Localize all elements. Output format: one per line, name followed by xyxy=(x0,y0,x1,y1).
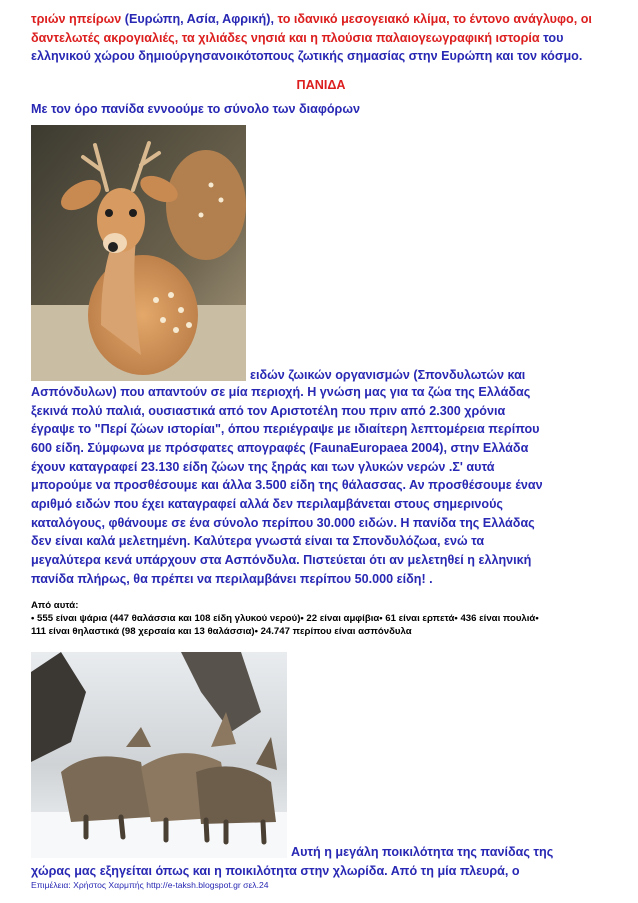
body-line: αριθμό ειδών που έχει καταγραφεί αλλά δεν περιλαμβάνεται στους σημερινούς xyxy=(31,497,503,512)
intro-line: Με τον όρο πανίδα εννοούμε το σύνολο των διαφόρων xyxy=(31,102,360,117)
stats-block xyxy=(31,599,611,638)
wolf-block xyxy=(31,652,611,858)
body-line: μεγαλύτερα κενά υπάρχουν στα Ασπόνδυλα. Πιστεύεται ότι αν μελετηθεί η ελληνική xyxy=(31,553,532,568)
body-line: Ασπόνδυλων) που απαντούν σε μία περιοχή. Η γνώση μας για τα ζώα της Ελλάδας xyxy=(31,384,531,399)
body-line: έγραψε το "Περί ζώων ιστορίαι", όπου περιέγραψε με ιδιαίτερη λεπτομέρεια περίπου xyxy=(31,422,540,437)
after-wolf-line: Αυτή η μεγάλη ποικιλότητα της πανίδας της xyxy=(291,844,554,859)
stats-line: • 555 είναι ψάρια (447 θαλάσσια και 108 είδη γλυκού νερού)• 22 είναι αμφίβια• 61 είναι ερπετά• 436 είναι πουλιά• xyxy=(31,612,539,624)
body-line: έχουν καταγραφεί 23.130 είδη ζώων της ξηράς και των γλυκών νερών .Σ' αυτά xyxy=(31,459,495,474)
last-line: χώρας μας εξηγείται όπως και η ποικιλότητα στην χλωρίδα. Από τη μία πλευρά, ο xyxy=(31,863,520,878)
section-heading: ΠΑΝΙΔΑ xyxy=(296,78,346,93)
body-line: καταλόγους, φθάνουμε σε ένα σύνολο περίπου 30.000 ειδών. Η πανίδα της Ελλάδας xyxy=(31,515,535,530)
top-text-blue-2: του ελληνικού χώρου δημιούργησανοικότοπους ζωτικής σημασίας στην Ευρώπη και τον κόσμο. xyxy=(31,30,583,64)
deer-photo xyxy=(31,125,246,381)
wolves-photo xyxy=(31,652,287,858)
stats-line: 111 είναι θηλαστικά (98 χερσαία και 13 θαλάσσια)• 24.747 περίπου είναι ασπόνδυλα xyxy=(31,625,412,637)
top-text-red-2: το ιδανικό μεσογειακό κλίμα, το έντονο ανάγλυφο, οι δαντελωτές ακρογιαλιές, τα χιλιάδες νησιά και η πλούσια παλαιογεωγραφική ιστορία xyxy=(31,12,592,45)
body-line: 600 είδη. Σύμφωνα με πρόσφατες απογραφές (FaunaEuropaea 2004), στην Ελλάδα xyxy=(31,440,529,455)
top-paragraph xyxy=(31,10,611,66)
main-paragraph xyxy=(31,383,611,589)
body-line: ξεκινά πολύ παλιά, ουσιαστικά από τον Αριστοτέλη που πριν από 2.300 χρόνια xyxy=(31,403,506,418)
top-text-blue-1: (Ευρώπη, Ασία, Αφρική), xyxy=(121,12,278,26)
body-line: δεν είναι καλά μελετημένη. Καλύτερα γνωστά είναι τα Σπονδυλόζωα, ενώ τα xyxy=(31,534,485,549)
top-text-red-1: τριών ηπείρων xyxy=(31,12,122,26)
deer-block xyxy=(31,125,611,381)
after-deer-line: ειδών ζωικών οργανισμών (Σπονδυλωτών και xyxy=(250,368,526,383)
body-line: μπορούμε να προσθέσουμε και άλλα 3.500 είδη της θάλασσας. Αν προσθέσουμε έναν xyxy=(31,478,543,493)
stats-title: Από αυτά: xyxy=(31,599,79,611)
body-line: πανίδα πλήρως, θα πρέπει να περιλαμβάνει περίπου 50.000 είδη! . xyxy=(31,571,433,586)
page-footer: Επιμέλεια: Χρήστος Χαρμπής http://e-taksh.blogspot.gr σελ.24 xyxy=(31,880,269,890)
page-content xyxy=(31,10,611,880)
